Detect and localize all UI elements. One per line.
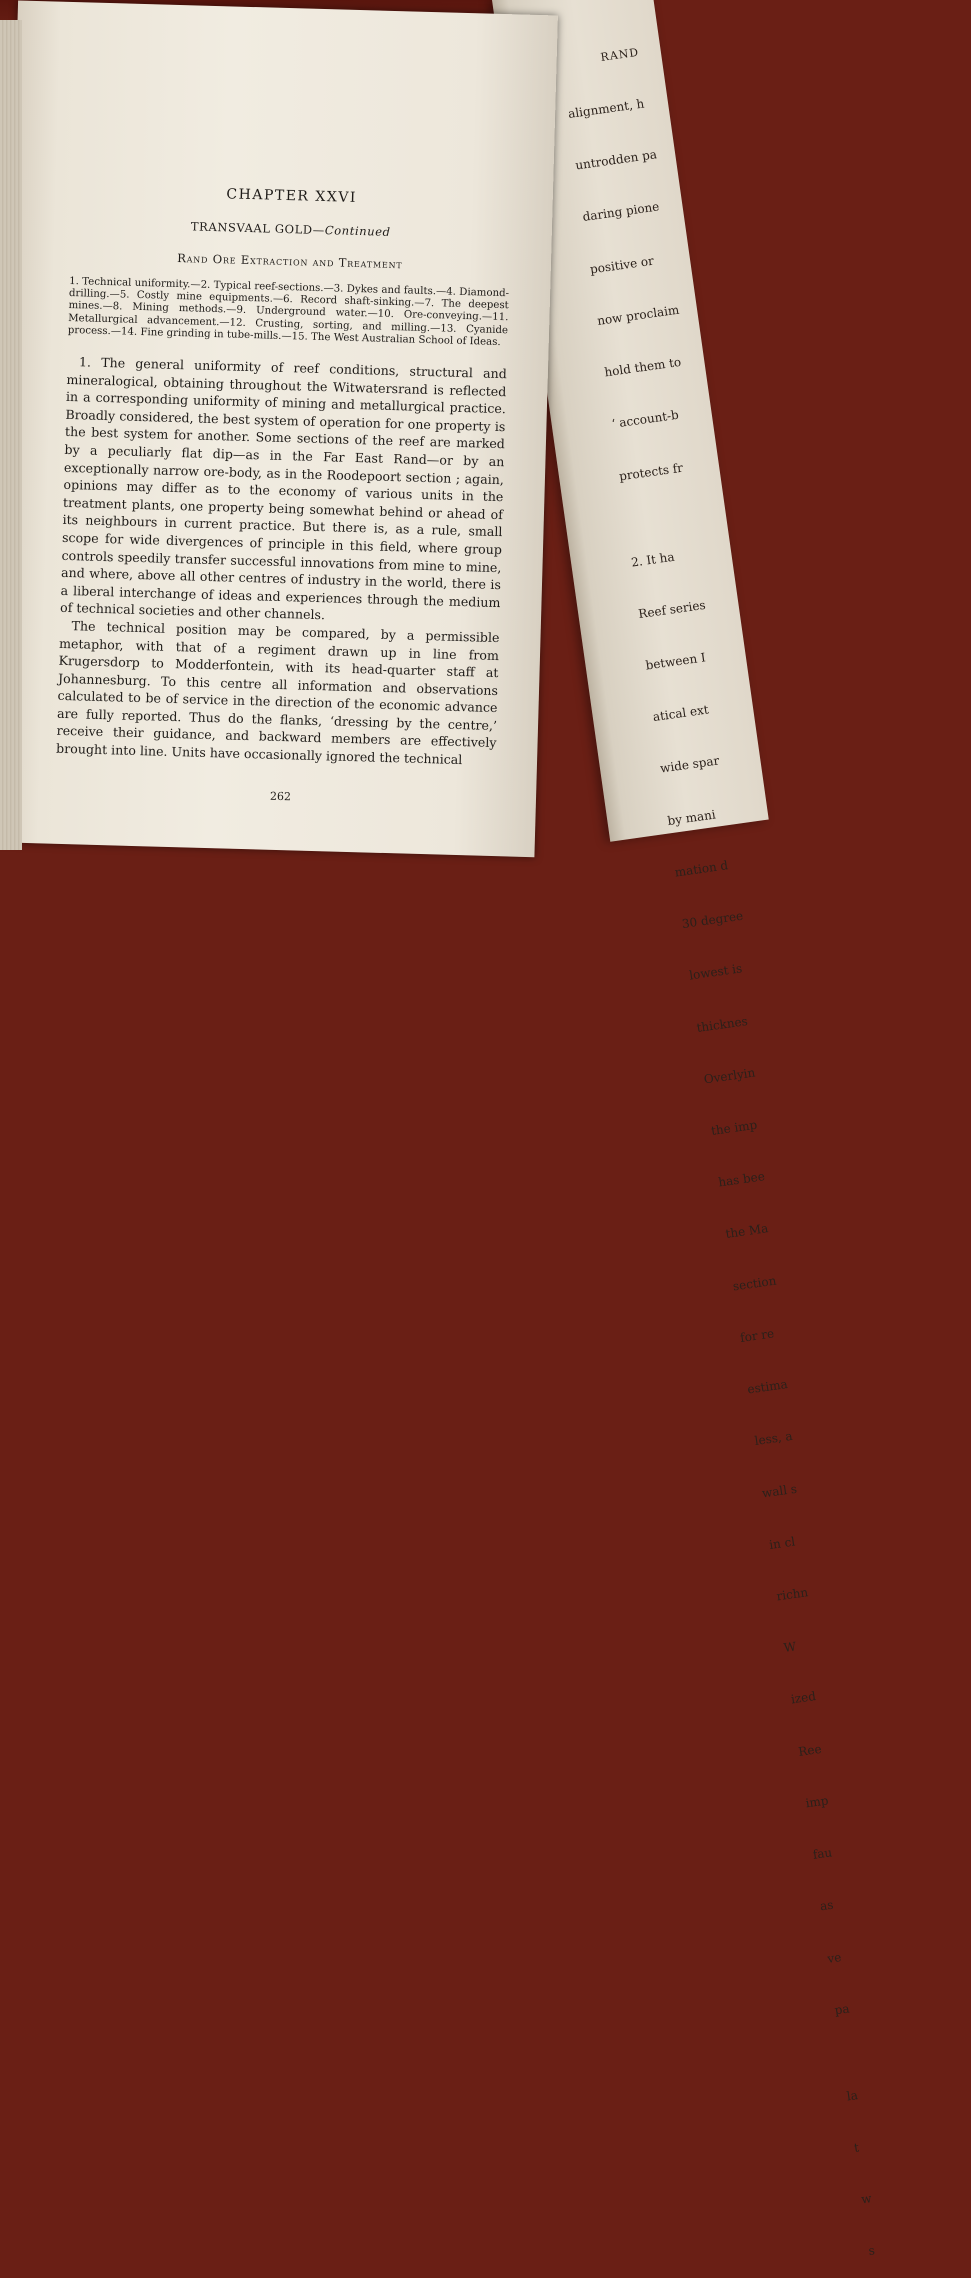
right-page-line: 2. It ha [630, 549, 676, 570]
right-page-line [841, 2040, 940, 2054]
right-page-line: thicknes [695, 1013, 749, 1035]
right-page-line: ized [790, 1689, 817, 1707]
right-page-line: 30 degree [681, 908, 744, 932]
right-page-line: now proclaim [596, 302, 681, 328]
right-page-line: richn [775, 1585, 809, 1604]
right-page-line: between I [644, 650, 707, 673]
page-edges [0, 20, 22, 850]
right-page-line: in cl [768, 1534, 796, 1552]
chapter-summary: 1. Technical uniformity.—2. Typical reef-sections.—3. Dykes and faults.—4. Diamond-drilling.—5. Costly mine equipments.—6. Record shaft-sinking.—7. The deepest mines.—8. Mining methods.—9. Underground water.—10. Ore-conveying.—11. Metallurgical advancement.—12. Crusting, sorting, and milling.—13. Cyanide process.—14. Fine grinding in tube-mills.—15. The West Australian School of Ideas. [67, 275, 510, 348]
right-page-line: positive or [589, 253, 655, 277]
right-page-line: hold them to [603, 354, 682, 380]
right-page-line: untrodden pa [574, 147, 658, 173]
right-page-line: mation d [673, 858, 729, 880]
right-page-line: wide spar [659, 753, 721, 777]
right-page-line: by mani [666, 807, 717, 828]
right-page-line: estima [746, 1377, 789, 1397]
paragraph-1: 1. The general uniformity of reef conditions, structural and mineralogical, obtaining throughout the Witwatersrand is reflected in a corresponding uniformity of mining and metallurgical practice. Broadly considered, the best system of operation for one property is the best system for another. Some sections of the reef are marked by a peculiarly flat dip—as in the Far East Rand—or by an exceptionally narrow ore-body, as in the Roodepoort section ; again, opinions may differ as to the economy of various units in the treatment plants, one property being somewhat behind or ahead of its neighbours in current practice. But there is, as a rule, small scope for wide divergences of principle in this field, where group controls speedily transfer successful innovations from mine to mine, and where, above all other centres of industry in the world, there is a liberal interchange of ideas and experiences through the medium of technical societies and other channels. [59, 354, 508, 623]
section-title: Rand Ore Extraction and Treatment [177, 250, 403, 272]
subtitle-main: TRANSVAAL GOLD— [190, 219, 326, 238]
page-content [56, 182, 512, 770]
right-page-line: as [819, 1897, 835, 1914]
page-number: 262 [269, 789, 292, 804]
right-page-line: has bee [717, 1169, 766, 1190]
right-page-line: W [782, 1639, 798, 1656]
right-page-line: alignment, h [567, 96, 646, 122]
right-page-line: s [867, 2243, 876, 2259]
right-page-line: Overlyin [702, 1065, 756, 1087]
right-page-line: Ree [797, 1741, 823, 1759]
right-page-line: ‘ account-b [610, 408, 680, 432]
right-page-line: the imp [710, 1117, 759, 1139]
right-page-line: wall s [761, 1481, 798, 1500]
right-page-line: la [845, 2087, 859, 2104]
right-page-line: ve [826, 1949, 843, 1966]
right-page-line [625, 506, 724, 520]
right-page-line: less, a [753, 1429, 794, 1449]
right-page-header: RAND [599, 45, 640, 64]
right-page-line: Reef series [637, 597, 707, 621]
right-page-text [555, 6, 971, 2278]
right-page-line: for re [739, 1326, 775, 1345]
right-page-line: atical ext [652, 702, 710, 725]
right-page-line: w [860, 2191, 873, 2207]
right-page-line: protects fr [618, 460, 684, 484]
right-page-line: section [731, 1273, 778, 1294]
chapter-subtitle [71, 216, 511, 242]
right-page-line: imp [804, 1793, 830, 1811]
right-page-line: pa [833, 2001, 851, 2018]
subtitle-continued: Continued [324, 223, 391, 239]
right-page-line: t [853, 2140, 860, 2155]
right-page-line: fau [811, 1845, 834, 1862]
right-page-line: lowest is [688, 961, 744, 983]
chapter-heading: CHAPTER XXVI [226, 186, 358, 206]
paragraph-2: The technical position may be compared, by a permissible metaphor, with that of a regiment drawn up in line from Krugersdorp to Modderfontein, with its head-quarter staff at Johannesburg. To this centre all information and observations calculated to be of service in the direction of the economic advance are fully reported. Thus do the flanks, ‘dressing by the centre,’ receive their guidance, and backward members are effectively brought into line. Units have occasionally ignored the technical [55, 618, 500, 768]
right-page-line: daring pione [581, 199, 661, 225]
right-page-line: the Ma [724, 1221, 770, 1242]
